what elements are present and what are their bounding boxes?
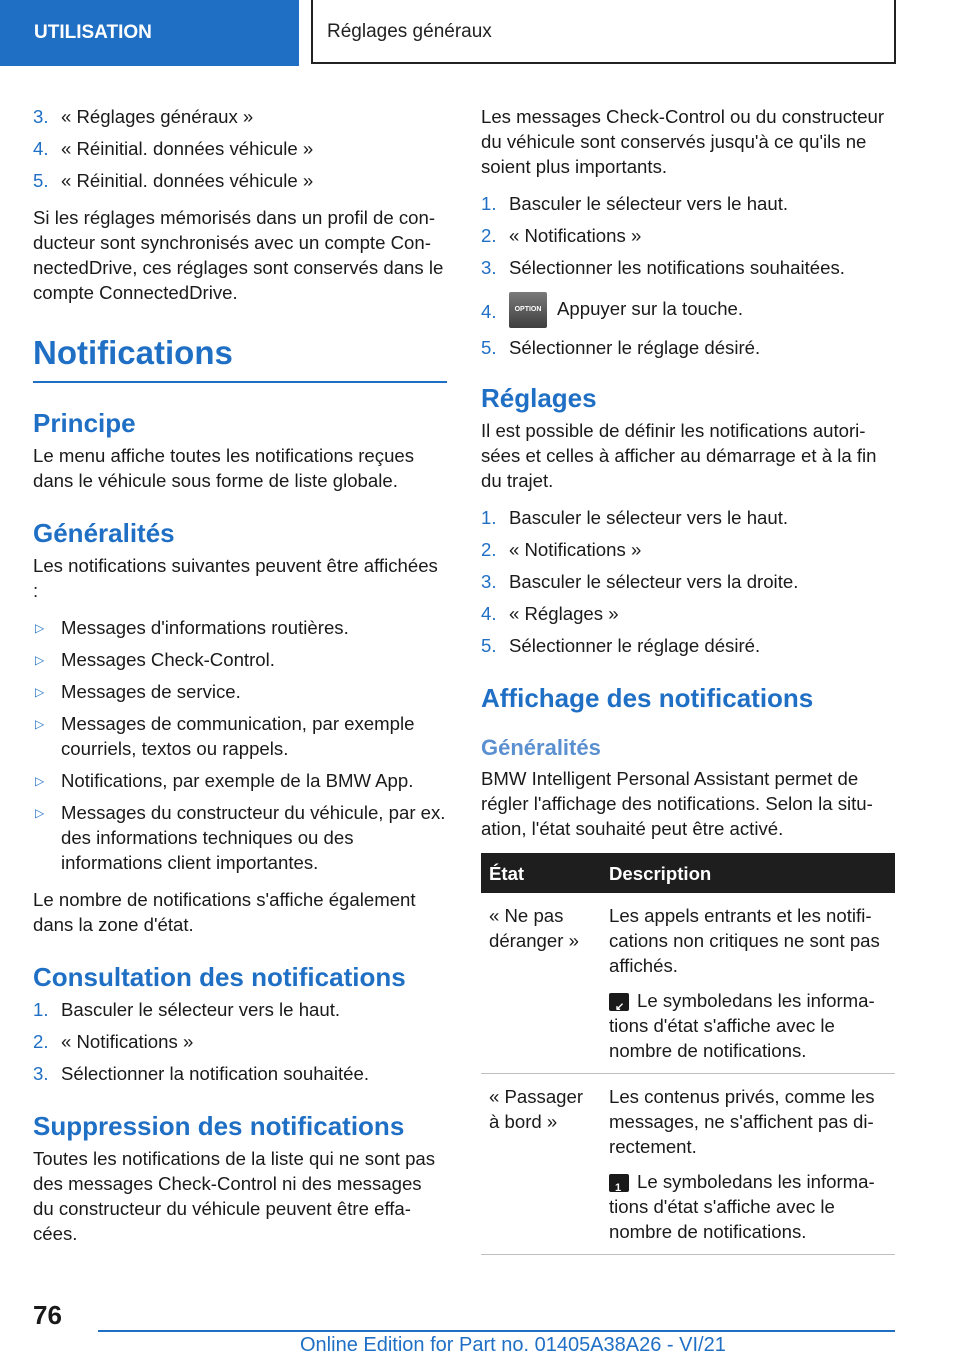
table-cell: Les appels entrants et les notifications non critiques ne sont pas affichés. ↙ Le symboledans les informations d'état s'affiche avec le nombre de notifications. <box>601 893 895 1074</box>
list-item: 1. Basculer le sélecteur vers le haut. <box>481 507 789 528</box>
heading-reglages: Réglages <box>481 383 597 413</box>
settings-steps <box>481 505 895 658</box>
left-column <box>33 104 447 1258</box>
option-button-icon: OPTION <box>509 292 547 328</box>
list-item: ▷ Messages du constructeur du véhicule, par ex. des informations techniques ou des informations client importantes. <box>35 802 446 873</box>
list-item: ▷ Messages de service. <box>33 679 447 704</box>
list-item: 1. Basculer le sélecteur vers le haut. <box>481 193 789 214</box>
list-item: ▷ Messages d'informations routières. <box>33 615 447 640</box>
footer-edition: Online Edition for Part no. 01405A38A26 - VI/21 <box>300 1334 726 1356</box>
table-row <box>481 1074 895 1255</box>
page-number: 76 <box>33 1300 62 1330</box>
delete-steps <box>481 191 895 360</box>
list-item: 5. Sélectionner le réglage désiré. <box>481 635 761 656</box>
heading-notifications: Notifications <box>33 333 447 383</box>
page-header <box>0 0 960 66</box>
list-item: 3. Sélectionner les notifications souhaitées. <box>481 257 845 278</box>
column-header-description: Description <box>601 853 895 893</box>
paragraph: Le menu affiche toutes les notifications reçues dans le véhicule sous forme de liste globale. <box>33 445 415 491</box>
list-item: 4. OPTION Appuyer sur la touche. <box>481 292 895 328</box>
heading-affichage: Affichage des notifications <box>481 683 814 713</box>
column-header-etat: État <box>481 853 601 893</box>
list-item: ▷ Messages de communication, par exemple courriels, textos ou rappels. <box>35 713 415 759</box>
footer-divider <box>98 1330 895 1332</box>
section-label: UTILISATION <box>0 0 299 66</box>
list-item: 3. « Réglages généraux » <box>33 106 254 127</box>
paragraph: Les messages Check-Control ou du constructeur du véhicule sont conservés jusqu'à ce qu'ils ne soient plus importants. <box>481 106 885 177</box>
paragraph: Si les réglages mémorisés dans un profil de conducteur sont synchronisés avec un compte ConnectedDrive, ces réglages sont conservés dans le compte ConnectedDrive. <box>33 207 444 303</box>
list-item: 4. « Réglages » <box>481 603 619 624</box>
list-item: 5. Sélectionner le réglage désiré. <box>481 337 761 358</box>
list-item: ▷ Notifications, par exemple de la BMW App. <box>33 768 447 793</box>
heading-consultation: Consultation des notifications <box>33 962 406 992</box>
status-table <box>481 853 895 1255</box>
heading-generalites-2: Généralités <box>481 735 601 760</box>
paragraph: Le nombre de notifications s'affiche également dans la zone d'état. <box>33 889 416 935</box>
reset-steps <box>33 104 447 193</box>
list-item: 2. « Notifications » <box>481 225 642 246</box>
triangle-bullet-icon: ▷ <box>35 806 45 820</box>
table-header-row <box>481 853 895 893</box>
table-cell: « Ne pas déranger » <box>481 893 601 1074</box>
list-item: 1. Basculer le sélecteur vers le haut. <box>33 999 341 1020</box>
triangle-bullet-icon: ▷ <box>35 774 45 788</box>
passenger-icon: 1 <box>609 1174 629 1192</box>
list-item: 2. « Notifications » <box>481 539 642 560</box>
list-item: 2. « Notifications » <box>33 1031 194 1052</box>
heading-suppression: Suppression des notifications <box>33 1111 405 1141</box>
paragraph: Toutes les notifications de la liste qui ne sont pas des messages Check-Control ni des messages du constructeur du véhicule peuvent être effacées. <box>33 1148 436 1244</box>
do-not-disturb-icon: ↙ <box>609 993 629 1011</box>
paragraph: BMW Intelligent Personal Assistant permet de régler l'affichage des notifications. Selon la situation, l'état souhaité peut être activé. <box>481 768 873 839</box>
consultation-steps <box>33 997 447 1086</box>
paragraph: Il est possible de définir les notifications autorisées et celles à afficher au démarrage et à la fin du trajet. <box>481 420 877 491</box>
triangle-bullet-icon: ▷ <box>35 717 45 731</box>
list-item: 4. « Réinitial. données véhicule » <box>33 138 314 159</box>
triangle-bullet-icon: ▷ <box>35 653 45 667</box>
list-item: 3. Basculer le sélecteur vers la droite. <box>481 571 799 592</box>
triangle-bullet-icon: ▷ <box>35 621 45 635</box>
heading-generalites: Généralités <box>33 518 175 548</box>
notification-types-list <box>33 615 447 875</box>
list-item: 5. « Réinitial. données véhicule » <box>33 170 314 191</box>
list-item: ▷ Messages Check-Control. <box>33 647 447 672</box>
triangle-bullet-icon: ▷ <box>35 685 45 699</box>
table-cell: « Passager à bord » <box>481 1074 601 1255</box>
list-item: 3. Sélectionner la notification souhaitée. <box>33 1063 370 1084</box>
heading-principe: Principe <box>33 408 136 438</box>
table-row <box>481 893 895 1074</box>
paragraph: Les notifications suivantes peuvent être affichées : <box>33 555 438 601</box>
table-cell: Les contenus privés, comme les messages, ne s'affichent pas directement. 1 Le symboledans les informations d'état s'affiche avec le nombre de notifications. <box>601 1074 895 1255</box>
chapter-label: Réglages généraux <box>311 0 896 64</box>
right-column <box>481 104 895 1255</box>
